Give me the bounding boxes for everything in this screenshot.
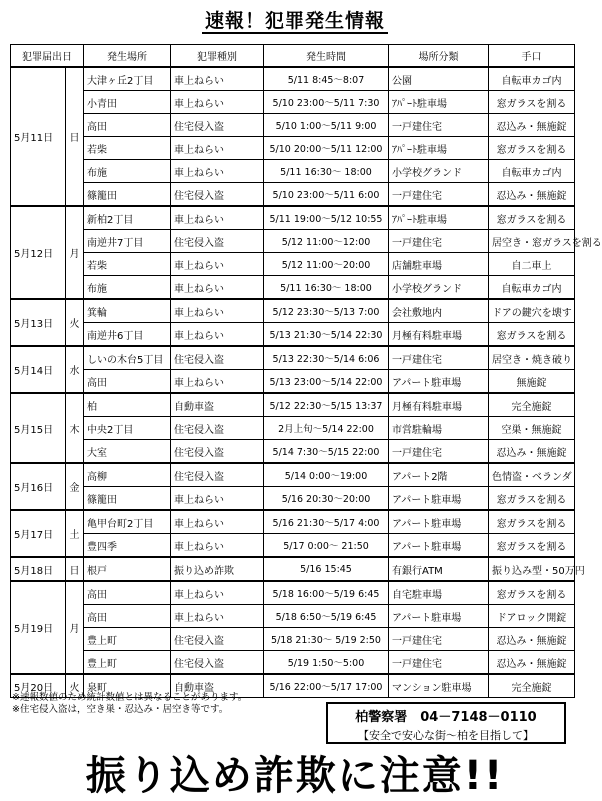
header-location: 発生場所: [84, 45, 171, 68]
cell-method: 窓ガラスを割る: [489, 323, 575, 347]
cell-place-type: 一戸建住宅: [389, 628, 489, 651]
cell-crime-type: 住宅侵入盗: [171, 463, 264, 487]
cell-location: 大津ヶ丘2丁目: [84, 67, 171, 91]
cell-time: 5/11 16:30～ 18:00: [264, 276, 389, 300]
cell-place-type: アパート駐車場: [389, 605, 489, 628]
cell-method: 窓ガラスを割る: [489, 137, 575, 160]
cell-time: 5/17 0:00～ 21:50: [264, 534, 389, 558]
cell-location: 中央2丁目: [84, 417, 171, 440]
cell-location: 泉町: [84, 674, 171, 698]
cell-crime-type: 車上ねらい: [171, 581, 264, 605]
table-row: [11, 346, 575, 370]
cell-method: 完全施錠: [489, 393, 575, 417]
cell-crime-type: 車上ねらい: [171, 323, 264, 347]
cell-location: 若柴: [84, 137, 171, 160]
cell-crime-type: 住宅侵入盗: [171, 628, 264, 651]
cell-place-type: アパート駐車場: [389, 534, 489, 558]
cell-place-type: ｱﾊﾟｰﾄ駐車場: [389, 137, 489, 160]
header-method: 手口: [489, 45, 575, 68]
table-row: [11, 628, 575, 651]
cell-method: 振り込み型・50万円: [489, 557, 575, 581]
police-contact-box: [326, 702, 566, 744]
cell-location: 篠籠田: [84, 487, 171, 511]
cell-location: 南逆井6丁目: [84, 323, 171, 347]
cell-method: 無施錠: [489, 370, 575, 394]
cell-time: 5/13 21:30～5/14 22:30: [264, 323, 389, 347]
cell-crime-type: 住宅侵入盗: [171, 417, 264, 440]
note-line: ※速報数値のため統計数値とは異なることがあります。: [12, 692, 248, 703]
cell-place-type: 月極有料駐車場: [389, 393, 489, 417]
cell-crime-type: 住宅侵入盗: [171, 440, 264, 464]
cell-place-type: 一戸建住宅: [389, 230, 489, 253]
table-row: [11, 230, 575, 253]
cell-method: 窓ガラスを割る: [489, 91, 575, 114]
cell-crime-type: 車上ねらい: [171, 487, 264, 511]
cell-location: 豊上町: [84, 628, 171, 651]
cell-time: 5/10 23:00～5/11 7:30: [264, 91, 389, 114]
table-row: [11, 651, 575, 675]
cell-method: ドアロック開錠: [489, 605, 575, 628]
cell-crime-type: 車上ねらい: [171, 160, 264, 183]
police-station-phone: 柏警察署 04－7148－0110: [355, 710, 537, 725]
cell-time: 5/10 20:00～5/11 12:00: [264, 137, 389, 160]
cell-place-type: 公園: [389, 67, 489, 91]
cell-location: しいの木台5丁目: [84, 346, 171, 370]
cell-method: 忍込み・無施錠: [489, 440, 575, 464]
cell-crime-type: 住宅侵入盗: [171, 183, 264, 207]
cell-location: 箕輪: [84, 299, 171, 323]
cell-place-type: 一戸建住宅: [389, 346, 489, 370]
cell-time: 5/16 15:45: [264, 557, 389, 581]
table-row: [11, 605, 575, 628]
cell-crime-type: 車上ねらい: [171, 370, 264, 394]
cell-place-type: アパート駐車場: [389, 370, 489, 394]
table-row: [11, 299, 575, 323]
table-body: [11, 67, 602, 698]
cell-location: 小青田: [84, 91, 171, 114]
cell-place-type: 月極有料駐車場: [389, 323, 489, 347]
cell-date: 5月17日: [11, 510, 66, 557]
cell-crime-type: 車上ねらい: [171, 67, 264, 91]
cell-time: 5/12 23:30～5/13 7:00: [264, 299, 389, 323]
cell-location: 根戸: [84, 557, 171, 581]
table-row: [11, 160, 575, 183]
cell-date: 5月14日: [11, 346, 66, 393]
cell-place-type: 一戸建住宅: [389, 114, 489, 137]
cell-method: 自転車カゴ内: [489, 276, 575, 300]
cell-place-type: 一戸建住宅: [389, 440, 489, 464]
table-row: [11, 440, 575, 464]
table-row: [11, 253, 575, 276]
cell-method: 空巣・無施錠: [489, 417, 575, 440]
cell-crime-type: 車上ねらい: [171, 253, 264, 276]
cell-time: 5/11 19:00～5/12 10:55: [264, 206, 389, 230]
cell-method: 色情盗・ベランダ: [489, 463, 575, 487]
cell-time: 5/16 21:30～5/17 4:00: [264, 510, 389, 534]
table-row: [11, 114, 575, 137]
cell-method: 忍込み・無施錠: [489, 651, 575, 675]
cell-day-of-week: 日: [66, 557, 84, 581]
note-line: ※住宅侵入盗は，空き巣・忍込み・居空き等です。: [12, 704, 229, 715]
cell-method: 窓ガラスを割る: [489, 206, 575, 230]
cell-time: 5/10 1:00～5/11 9:00: [264, 114, 389, 137]
cell-place-type: 小学校グランド: [389, 160, 489, 183]
cell-method: 窓ガラスを割る: [489, 581, 575, 605]
cell-method: 窓ガラスを割る: [489, 487, 575, 511]
cell-place-type: 市営駐輪場: [389, 417, 489, 440]
cell-time: 5/14 0:00～19:00: [264, 463, 389, 487]
cell-time: 5/11 16:30～ 18:00: [264, 160, 389, 183]
cell-time: 5/18 6:50～5/19 6:45: [264, 605, 389, 628]
fraud-warning-banner: 振り込め詐欺に注意!!: [85, 753, 505, 799]
header-crime-type: 犯罪種別: [171, 45, 264, 68]
cell-location: 高田: [84, 370, 171, 394]
cell-place-type: ｱﾊﾟｰﾄ駐車場: [389, 91, 489, 114]
table-row: [11, 67, 575, 91]
cell-place-type: 会社敷地内: [389, 299, 489, 323]
table-row: [11, 417, 575, 440]
cell-crime-type: 車上ねらい: [171, 510, 264, 534]
page-title: 速報！犯罪発生情報: [0, 6, 590, 33]
cell-crime-type: 車上ねらい: [171, 276, 264, 300]
cell-location: 豊上町: [84, 651, 171, 675]
table-row: [11, 183, 575, 207]
cell-time: 5/12 11:00～12:00: [264, 230, 389, 253]
cell-day-of-week: 月: [66, 206, 84, 299]
cell-time: 5/14 7:30～5/15 22:00: [264, 440, 389, 464]
cell-date: 5月15日: [11, 393, 66, 463]
cell-method: ドアの鍵穴を壊す: [489, 299, 575, 323]
table-row: [11, 581, 575, 605]
table-row: [11, 91, 575, 114]
cell-place-type: 小学校グランド: [389, 276, 489, 300]
cell-crime-type: 住宅侵入盗: [171, 651, 264, 675]
cell-day-of-week: 火: [66, 674, 84, 698]
cell-location: 柏: [84, 393, 171, 417]
cell-crime-type: 車上ねらい: [171, 91, 264, 114]
cell-crime-type: 住宅侵入盗: [171, 346, 264, 370]
cell-location: 豊四季: [84, 534, 171, 558]
cell-location: 新柏2丁目: [84, 206, 171, 230]
cell-date: 5月20日: [11, 674, 66, 698]
header-place-type: 場所分類: [389, 45, 489, 68]
cell-time: 5/18 21:30～ 5/19 2:50: [264, 628, 389, 651]
table-row: [11, 487, 575, 511]
table-row: [11, 393, 575, 417]
table-row: [11, 370, 575, 394]
cell-place-type: アパート駐車場: [389, 487, 489, 511]
cell-day-of-week: 火: [66, 299, 84, 346]
header-date: 犯罪届出日: [11, 45, 84, 68]
cell-place-type: ｱﾊﾟｰﾄ駐車場: [389, 206, 489, 230]
table-row: [11, 510, 575, 534]
cell-date: 5月13日: [11, 299, 66, 346]
cell-place-type: 店舗駐車場: [389, 253, 489, 276]
table-row: [11, 276, 575, 300]
cell-date: 5月16日: [11, 463, 66, 510]
cell-day-of-week: 土: [66, 510, 84, 557]
cell-place-type: マンション駐車場: [389, 674, 489, 698]
cell-location: 高柳: [84, 463, 171, 487]
notes: [12, 692, 247, 716]
table-row: [11, 534, 575, 558]
crime-table: [10, 44, 602, 698]
cell-day-of-week: 月: [66, 581, 84, 674]
cell-location: 篠籠田: [84, 183, 171, 207]
cell-location: 布施: [84, 160, 171, 183]
cell-location: 亀甲台町2丁目: [84, 510, 171, 534]
cell-crime-type: 振り込め詐欺: [171, 557, 264, 581]
cell-place-type: 一戸建住宅: [389, 651, 489, 675]
table-header-row: [11, 45, 575, 68]
cell-day-of-week: 木: [66, 393, 84, 463]
cell-date: 5月19日: [11, 581, 66, 674]
cell-crime-type: 自動車盗: [171, 674, 264, 698]
cell-method: 自転車カゴ内: [489, 160, 575, 183]
cell-time: 5/13 22:30～5/14 6:06: [264, 346, 389, 370]
cell-date: 5月12日: [11, 206, 66, 299]
cell-time: 5/16 20:30～20:00: [264, 487, 389, 511]
cell-time: 5/19 1:50～5:00: [264, 651, 389, 675]
cell-time: 2月上旬～5/14 22:00: [264, 417, 389, 440]
cell-time: 5/11 8:45～8:07: [264, 67, 389, 91]
cell-time: 5/13 23:00～5/14 22:00: [264, 370, 389, 394]
cell-time: 5/10 23:00～5/11 6:00: [264, 183, 389, 207]
cell-location: 大室: [84, 440, 171, 464]
cell-time: 5/16 22:00～5/17 17:00: [264, 674, 389, 698]
cell-place-type: アパート2階: [389, 463, 489, 487]
cell-crime-type: 自動車盗: [171, 393, 264, 417]
cell-location: 若柴: [84, 253, 171, 276]
header-time: 発生時間: [264, 45, 389, 68]
cell-location: 高田: [84, 581, 171, 605]
cell-method: 居空き・窓ガラスを割る: [489, 230, 575, 253]
cell-method: 窓ガラスを割る: [489, 510, 575, 534]
cell-crime-type: 住宅侵入盗: [171, 114, 264, 137]
cell-method: 忍込み・無施錠: [489, 114, 575, 137]
cell-day-of-week: 日: [66, 67, 84, 206]
table-row: [11, 557, 575, 581]
cell-method: 自転車カゴ内: [489, 67, 575, 91]
table-row: [11, 206, 575, 230]
cell-place-type: アパート駐車場: [389, 510, 489, 534]
cell-location: 高田: [84, 114, 171, 137]
cell-method: 居空き・焼き破り: [489, 346, 575, 370]
cell-place-type: 自宅駐車場: [389, 581, 489, 605]
cell-method: 自二車上: [489, 253, 575, 276]
cell-place-type: 一戸建住宅: [389, 183, 489, 207]
table-row: [11, 323, 575, 347]
cell-crime-type: 車上ねらい: [171, 534, 264, 558]
cell-crime-type: 車上ねらい: [171, 137, 264, 160]
cell-time: 5/12 22:30～5/15 13:37: [264, 393, 389, 417]
cell-time: 5/12 11:00～20:00: [264, 253, 389, 276]
cell-place-type: 有銀行ATM: [389, 557, 489, 581]
cell-location: 高田: [84, 605, 171, 628]
cell-method: 忍込み・無施錠: [489, 628, 575, 651]
cell-day-of-week: 金: [66, 463, 84, 510]
cell-location: 布施: [84, 276, 171, 300]
cell-date: 5月18日: [11, 557, 66, 581]
table-row: [11, 463, 575, 487]
table-row: [11, 137, 575, 160]
cell-method: 忍込み・無施錠: [489, 183, 575, 207]
cell-method: 窓ガラスを割る: [489, 534, 575, 558]
cell-time: 5/18 16:00～5/19 6:45: [264, 581, 389, 605]
cell-crime-type: 住宅侵入盗: [171, 230, 264, 253]
cell-day-of-week: 水: [66, 346, 84, 393]
slogan: 【安全で安心な街～柏を目指して】: [358, 729, 534, 742]
cell-crime-type: 車上ねらい: [171, 605, 264, 628]
cell-date: 5月11日: [11, 67, 66, 206]
cell-crime-type: 車上ねらい: [171, 299, 264, 323]
cell-crime-type: 車上ねらい: [171, 206, 264, 230]
cell-location: 南逆井7丁目: [84, 230, 171, 253]
cell-method: 完全施錠: [489, 674, 575, 698]
